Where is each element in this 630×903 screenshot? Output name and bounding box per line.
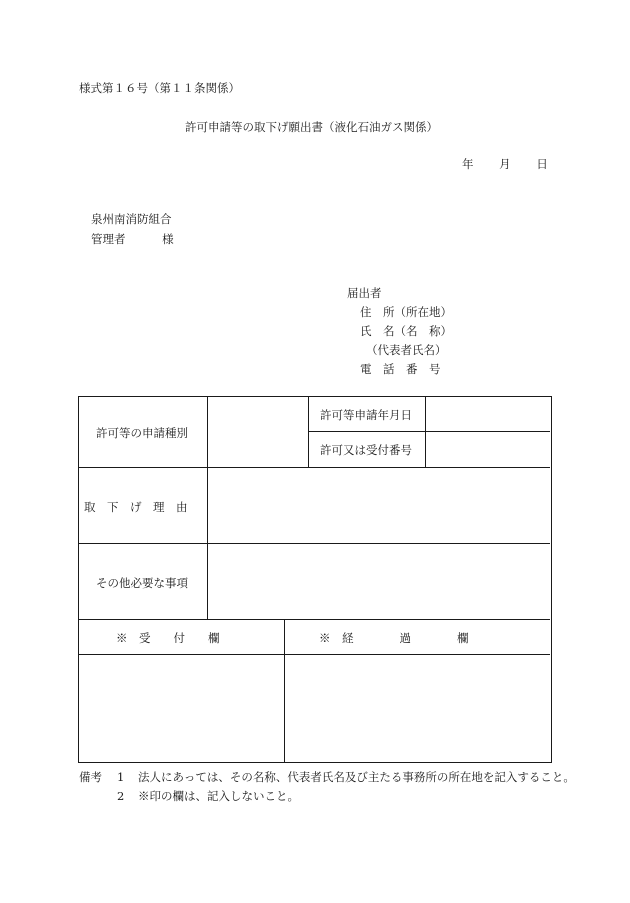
application-date-label: 許可等申請年月日 xyxy=(320,408,412,422)
column-divider xyxy=(284,619,285,762)
row-divider xyxy=(308,431,550,432)
applicant-label: 届出者 xyxy=(347,286,382,300)
remark-item xyxy=(79,768,575,787)
application-type-label: 許可等の申請種別 xyxy=(96,426,188,440)
remark-number: 2 xyxy=(117,789,125,803)
date-day-label: 日 xyxy=(536,157,548,171)
column-divider xyxy=(425,397,426,467)
reception-column-header: ※ 受 付 欄 xyxy=(116,631,220,645)
row-divider xyxy=(79,543,550,544)
column-divider xyxy=(308,397,309,467)
document-title: 許可申請等の取下げ願出書（液化石油ガス関係） xyxy=(185,120,438,134)
applicant-address-label: 住 所（所在地） xyxy=(360,305,452,319)
recipient-organization: 泉州南消防組合 xyxy=(91,212,172,226)
applicant-name-label: 氏 名（名 称） xyxy=(360,324,452,338)
remark-text: 法人にあっては、その名称、代表者氏名及び主たる事務所の所在地を記入すること。 xyxy=(138,770,575,784)
recipient-admin xyxy=(91,231,174,247)
column-divider xyxy=(207,397,208,619)
remarks xyxy=(79,768,575,806)
withdrawal-reason-label: 取 下 げ 理 由 xyxy=(84,500,188,514)
applicant-phone-label: 電 話 番 号 xyxy=(360,362,441,376)
applicant-representative-label: （代表者氏名） xyxy=(366,343,447,357)
remark-item xyxy=(79,787,575,806)
recipient-honorific: 様 xyxy=(162,232,174,246)
date-line xyxy=(462,156,548,172)
permit-receipt-number-label: 許可又は受付番号 xyxy=(320,443,412,457)
other-matters-label: その他必要な事項 xyxy=(96,576,188,590)
date-month-label: 月 xyxy=(499,157,511,171)
progress-column-header: ※ 経 過 欄 xyxy=(319,631,469,645)
recipient-admin-label: 管理者 xyxy=(91,232,126,246)
date-year-label: 年 xyxy=(462,157,474,171)
withdrawal-form-table xyxy=(78,396,552,763)
remarks-label: 備考 xyxy=(79,770,102,784)
remark-number: 1 xyxy=(117,770,125,784)
row-divider xyxy=(79,619,550,620)
row-divider xyxy=(79,654,550,655)
remark-text: ※印の欄は、記入しないこと。 xyxy=(138,789,299,803)
form-number: 様式第１６号（第１１条関係） xyxy=(79,81,240,95)
row-divider xyxy=(79,467,550,468)
